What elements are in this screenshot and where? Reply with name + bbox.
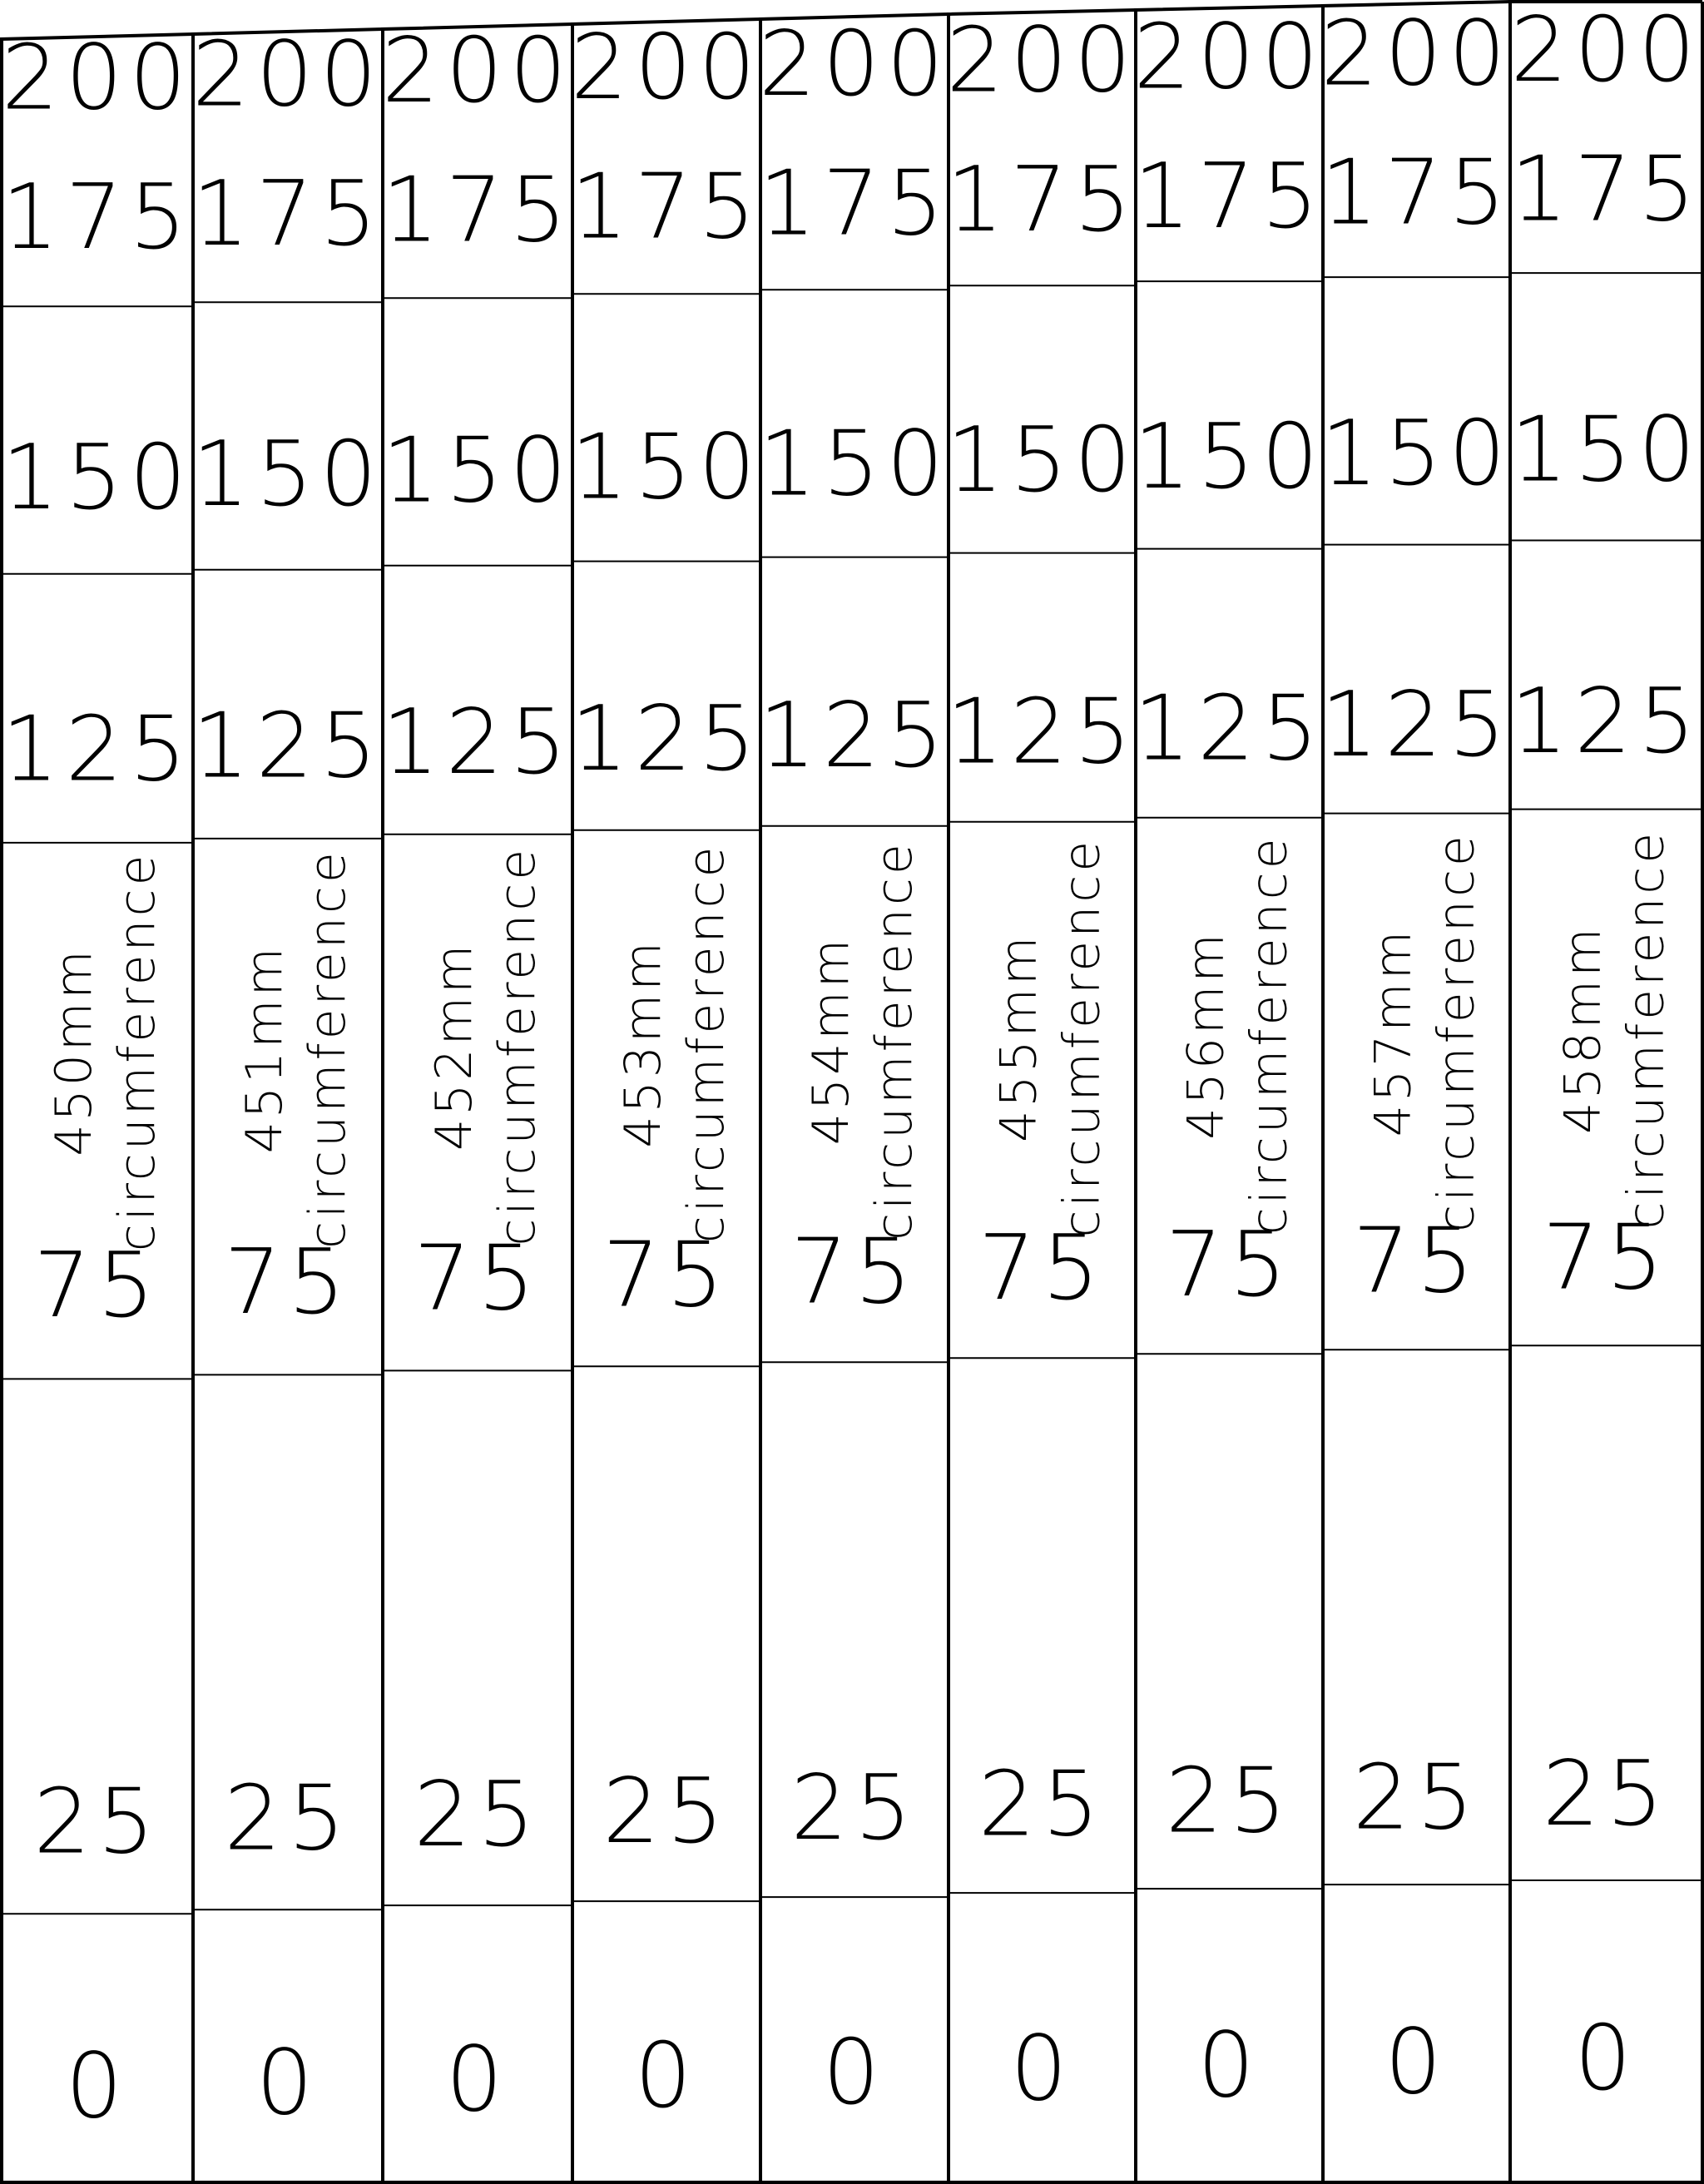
tick-label-75: 75 [602,1223,731,1328]
strip-caption [614,844,736,1244]
circumference-caption: circumference [1240,834,1299,1236]
measuring-strip [1510,0,1702,2182]
tick-label-0: 0 [1574,2007,1638,2112]
circumference-caption: circumference [108,851,166,1252]
tick-label-0: 0 [445,2028,510,2132]
tick-label-175: 175 [1,165,194,270]
circumference-caption: circumference [865,840,924,1241]
tick-label-175: 175 [381,158,574,263]
tick-label-25: 25 [414,1763,542,1868]
measuring-strip [571,16,762,2182]
tick-label-0: 0 [1197,2013,1261,2118]
tick-label-125: 125 [946,680,1138,785]
tick-label-75: 75 [414,1226,542,1331]
measuring-strip [1320,2,1512,2182]
circumference-size-label: 457mm [1364,927,1423,1137]
strip-caption [1365,832,1486,1232]
tick-label-125: 125 [381,691,574,795]
tick-label-125: 125 [191,694,384,799]
tick-label-150: 150 [1,426,194,531]
circumference-size-label: 458mm [1553,924,1612,1134]
circumference-caption: circumference [677,843,736,1244]
tick-label-200: 200 [1510,0,1702,103]
tick-label-150: 150 [1320,401,1513,506]
tick-label-150: 150 [758,412,951,517]
tick-label-75: 75 [224,1230,352,1335]
tick-label-200: 200 [946,8,1138,113]
tick-label-75: 75 [790,1220,919,1325]
tick-label-25: 25 [602,1760,731,1865]
strip-caption [425,846,547,1246]
tick-label-200: 200 [381,19,574,124]
tick-label-125: 125 [570,686,763,791]
strip-caption [235,849,357,1249]
tick-label-0: 0 [65,2034,130,2139]
tick-label-200: 200 [1,26,194,131]
circumference-size-label: 456mm [1176,930,1236,1140]
circumference-size-label: 454mm [802,935,860,1146]
circumference-size-label: 452mm [425,941,483,1151]
tick-label-0: 0 [1384,2010,1449,2115]
tick-label-125: 125 [758,683,951,788]
tick-label-25: 25 [1165,1749,1294,1854]
tick-label-150: 150 [946,409,1138,513]
measuring-strip [759,12,950,2182]
strip-caption [802,840,924,1241]
circumference-caption: circumference [299,849,357,1249]
tick-label-200: 200 [1320,2,1513,106]
tick-label-175: 175 [1510,137,1702,242]
tick-label-0: 0 [255,2031,320,2136]
tick-label-25: 25 [224,1766,352,1871]
tick-label-175: 175 [1320,141,1513,245]
tick-label-125: 125 [1,697,194,802]
measuring-strip [946,9,1137,2182]
strip-caption [45,852,166,1252]
circumference-caption: circumference [488,845,547,1246]
tick-label-25: 25 [1542,1742,1671,1847]
tick-label-25: 25 [978,1752,1107,1857]
measuring-strip [382,19,573,2182]
circumference-caption: circumference [1427,832,1486,1232]
strip-caption [990,838,1112,1238]
circumference-size-label: 450mm [45,947,103,1156]
tick-label-75: 75 [33,1234,161,1339]
tick-label-0: 0 [1010,2017,1074,2122]
tick-label-175: 175 [570,155,763,260]
tick-label-175: 175 [758,151,951,256]
measuring-strip [192,22,384,2182]
tick-label-25: 25 [790,1756,919,1860]
tick-label-125: 125 [1510,670,1702,775]
tick-label-75: 75 [1165,1212,1294,1317]
tick-label-150: 150 [570,415,763,520]
tick-label-175: 175 [1133,144,1325,249]
circumference-size-label: 451mm [235,943,294,1154]
measuring-strip [2,27,193,2182]
tick-label-175: 175 [946,148,1138,253]
tick-label-0: 0 [634,2024,699,2129]
tick-label-25: 25 [1352,1746,1481,1850]
tick-label-75: 75 [1352,1209,1481,1314]
strip-caption [1554,830,1676,1230]
circumference-size-label: 453mm [614,938,672,1148]
tick-label-0: 0 [822,2020,887,2125]
tick-label-200: 200 [570,16,763,121]
tick-label-200: 200 [758,12,951,116]
tick-label-150: 150 [1133,404,1325,509]
tick-label-125: 125 [1320,673,1513,778]
circumference-size-label: 455mm [989,933,1048,1142]
strip-caption [1177,835,1299,1236]
tick-label-25: 25 [33,1770,161,1874]
tick-label-150: 150 [381,418,574,523]
circumference-caption: circumference [1617,829,1676,1230]
circumference-caption: circumference [1053,837,1112,1238]
tick-label-75: 75 [1542,1206,1671,1310]
tick-label-200: 200 [191,22,384,127]
tick-label-150: 150 [1510,398,1702,503]
tick-label-175: 175 [191,161,384,266]
measuring-strip [1133,5,1325,2182]
tick-label-75: 75 [978,1216,1107,1321]
tick-label-150: 150 [191,422,384,527]
tick-label-200: 200 [1133,5,1325,110]
tick-label-125: 125 [1133,676,1325,781]
